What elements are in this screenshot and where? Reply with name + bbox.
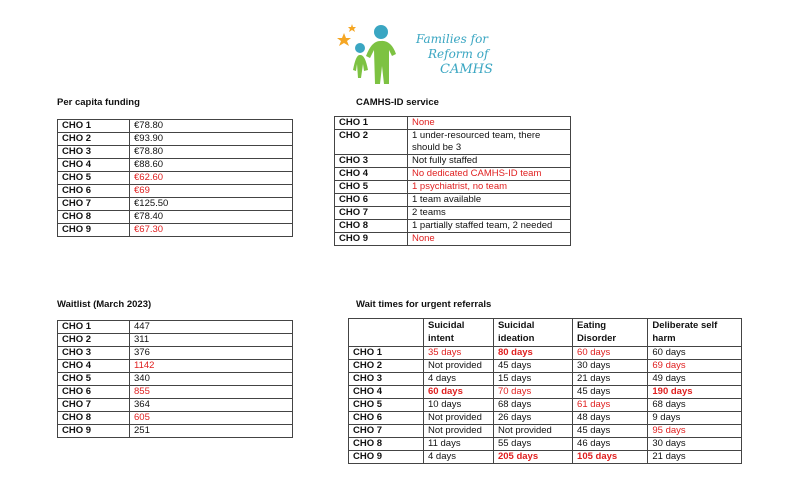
table-row (58, 334, 293, 347)
wait-time-cell: 35 days (424, 347, 494, 360)
table-row (58, 373, 293, 386)
table-row (58, 347, 293, 360)
table-row (335, 117, 571, 130)
table-row (58, 399, 293, 412)
cell-value: 1 psychiatrist, no team (408, 181, 571, 194)
cho-label: CHO 8 (58, 412, 130, 425)
table-row (335, 220, 571, 233)
cell-value: 1 under-resourced team, there should be 3 (408, 130, 571, 155)
wait-time-cell: 21 days (573, 373, 648, 386)
cell-value: 1 partially staffed team, 2 needed (408, 220, 571, 233)
logo-line-2: Reform of (428, 47, 489, 61)
wait-time-cell: 46 days (573, 438, 648, 451)
wait-time-cell: Not provided (424, 412, 494, 425)
cho-label: CHO 8 (335, 220, 408, 233)
table-row (335, 181, 571, 194)
cho-label: CHO 4 (58, 360, 130, 373)
table-row (335, 207, 571, 220)
cho-label: CHO 5 (58, 172, 130, 185)
wait-time-cell: Not provided (424, 425, 494, 438)
cho-label: CHO 8 (349, 438, 424, 451)
table-row (349, 425, 742, 438)
column-header: Suicidal ideation (493, 319, 572, 347)
cho-label: CHO 7 (58, 399, 130, 412)
cho-label: CHO 4 (349, 386, 424, 399)
wait-time-cell: 60 days (424, 386, 494, 399)
cho-label: CHO 7 (335, 207, 408, 220)
table-row (58, 412, 293, 425)
funding-heading: Per capita funding (57, 97, 140, 108)
cho-label: CHO 5 (349, 399, 424, 412)
wait-time-cell: 95 days (648, 425, 742, 438)
table-row (58, 198, 293, 211)
column-header (349, 319, 424, 347)
wait-time-cell: 11 days (424, 438, 494, 451)
wait-time-cell: 68 days (493, 399, 572, 412)
logo (334, 20, 514, 90)
table-row (349, 373, 742, 386)
urgent-heading: Wait times for urgent referrals (356, 299, 492, 310)
wait-time-cell: 26 days (493, 412, 572, 425)
logo-text (416, 32, 493, 77)
column-header: Eating Disorder (573, 319, 648, 347)
table-row (58, 185, 293, 198)
cell-value: 311 (130, 334, 293, 347)
cho-label: CHO 1 (58, 321, 130, 334)
table-row (58, 120, 293, 133)
logo-line-1: Families for (416, 32, 489, 46)
waitlist-heading: Waitlist (March 2023) (57, 299, 152, 310)
cell-value: €78.80 (130, 120, 293, 133)
wait-time-cell: 69 days (648, 360, 742, 373)
cell-value: 1142 (130, 360, 293, 373)
wait-time-cell: 205 days (493, 451, 572, 464)
cho-label: CHO 2 (349, 360, 424, 373)
table-row (349, 412, 742, 425)
cho-label: CHO 9 (349, 451, 424, 464)
cho-label: CHO 6 (58, 386, 130, 399)
cho-label: CHO 3 (335, 155, 408, 168)
cho-label: CHO 7 (349, 425, 424, 438)
cell-value: €62.60 (130, 172, 293, 185)
cell-value: €125.50 (130, 198, 293, 211)
cho-label: CHO 5 (58, 373, 130, 386)
table-row (58, 133, 293, 146)
cell-value: 447 (130, 321, 293, 334)
table-row (335, 233, 571, 246)
wait-time-cell: 105 days (573, 451, 648, 464)
cell-value: €78.80 (130, 146, 293, 159)
cho-label: CHO 2 (335, 130, 408, 155)
cho-label: CHO 9 (335, 233, 408, 246)
wait-time-cell: 4 days (424, 451, 494, 464)
table-row (58, 172, 293, 185)
wait-time-cell: 70 days (493, 386, 572, 399)
cho-label: CHO 6 (349, 412, 424, 425)
cell-value: €69 (130, 185, 293, 198)
families-figures-icon (334, 20, 414, 90)
cell-value: €88.60 (130, 159, 293, 172)
wait-time-cell: 15 days (493, 373, 572, 386)
cho-label: CHO 3 (58, 347, 130, 360)
cho-label: CHO 3 (58, 146, 130, 159)
cell-value: 605 (130, 412, 293, 425)
cell-value: €67.30 (130, 224, 293, 237)
wait-time-cell: 68 days (648, 399, 742, 412)
cho-label: CHO 3 (349, 373, 424, 386)
wait-time-cell: 55 days (493, 438, 572, 451)
cho-label: CHO 4 (58, 159, 130, 172)
wait-time-cell: 21 days (648, 451, 742, 464)
camhs-id-heading: CAMHS-ID service (356, 97, 439, 108)
table-row (58, 211, 293, 224)
cho-label: CHO 2 (58, 133, 130, 146)
wait-time-cell: 61 days (573, 399, 648, 412)
waitlist-table (57, 320, 293, 438)
wait-time-cell: 60 days (573, 347, 648, 360)
table-row (58, 321, 293, 334)
cell-value: None (408, 233, 571, 246)
wait-time-cell: 45 days (573, 425, 648, 438)
cell-value: 1 team available (408, 194, 571, 207)
cho-label: CHO 6 (335, 194, 408, 207)
wait-time-cell: 4 days (424, 373, 494, 386)
table-row (349, 399, 742, 412)
column-header: Deliberate self harm (648, 319, 742, 347)
cho-label: CHO 4 (335, 168, 408, 181)
table-row (335, 130, 571, 155)
cell-value: 364 (130, 399, 293, 412)
cho-label: CHO 7 (58, 198, 130, 211)
cell-value: 2 teams (408, 207, 571, 220)
table-row (349, 347, 742, 360)
table-row (58, 360, 293, 373)
cho-label: CHO 6 (58, 185, 130, 198)
urgent-header-row (349, 319, 742, 347)
table-row (335, 155, 571, 168)
cho-label: CHO 1 (58, 120, 130, 133)
cell-value: None (408, 117, 571, 130)
wait-time-cell: 30 days (573, 360, 648, 373)
table-row (335, 168, 571, 181)
wait-time-cell: 45 days (573, 386, 648, 399)
column-header: Suicidal intent (424, 319, 494, 347)
cho-label: CHO 5 (335, 181, 408, 194)
cho-label: CHO 8 (58, 211, 130, 224)
wait-time-cell: 49 days (648, 373, 742, 386)
wait-time-cell: 45 days (493, 360, 572, 373)
cell-value: 855 (130, 386, 293, 399)
cell-value: No dedicated CAMHS-ID team (408, 168, 571, 181)
wait-time-cell: 80 days (493, 347, 572, 360)
table-row (349, 451, 742, 464)
wait-time-cell: 60 days (648, 347, 742, 360)
cell-value: 251 (130, 425, 293, 438)
cho-label: CHO 1 (335, 117, 408, 130)
cho-label: CHO 9 (58, 224, 130, 237)
table-row (58, 146, 293, 159)
wait-time-cell: 30 days (648, 438, 742, 451)
wait-time-cell: Not provided (424, 360, 494, 373)
wait-time-cell: 9 days (648, 412, 742, 425)
table-row (349, 386, 742, 399)
table-row (349, 360, 742, 373)
table-row (335, 194, 571, 207)
funding-table (57, 119, 293, 237)
cell-value: €78.40 (130, 211, 293, 224)
camhs-id-table (334, 116, 571, 246)
cho-label: CHO 9 (58, 425, 130, 438)
cell-value: 376 (130, 347, 293, 360)
cell-value: 340 (130, 373, 293, 386)
cho-label: CHO 1 (349, 347, 424, 360)
table-row (349, 438, 742, 451)
urgent-referrals-table (348, 318, 742, 464)
table-row (58, 425, 293, 438)
logo-line-3: CAMHS (440, 62, 493, 77)
wait-time-cell: 48 days (573, 412, 648, 425)
cell-value: €93.90 (130, 133, 293, 146)
table-row (58, 386, 293, 399)
cho-label: CHO 2 (58, 334, 130, 347)
wait-time-cell: Not provided (493, 425, 572, 438)
table-row (58, 224, 293, 237)
wait-time-cell: 190 days (648, 386, 742, 399)
wait-time-cell: 10 days (424, 399, 494, 412)
cell-value: Not fully staffed (408, 155, 571, 168)
table-row (58, 159, 293, 172)
